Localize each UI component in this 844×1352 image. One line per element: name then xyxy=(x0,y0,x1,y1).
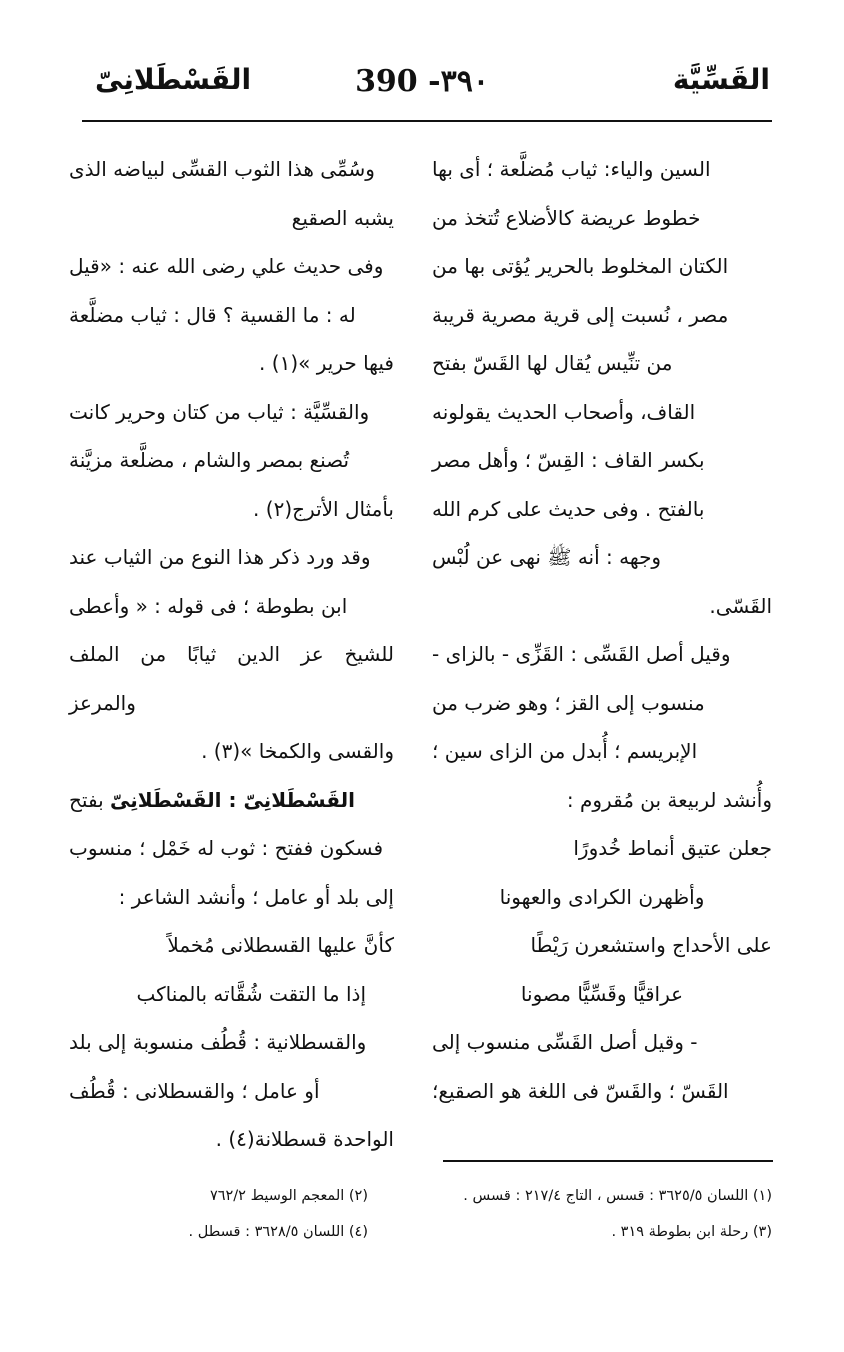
text-line: مصر ، نُسبت إلى قرية مصرية قريبة xyxy=(432,302,729,327)
right-column xyxy=(432,145,772,1115)
text-line: الواحدة قسطلانة(٤) . xyxy=(215,1127,394,1151)
footnote-2: (٢) المعجم الوسيط ٧٦٢/٢ xyxy=(209,1188,368,1204)
text-line: وقيل أصل القَسِّى : القَزِّى - بالزاى - xyxy=(432,642,731,666)
text-line: منسوب إلى القز ؛ وهو ضرب من xyxy=(432,690,705,715)
text-line: إلى بلد أو عامل ؛ وأنشد الشاعر : xyxy=(118,884,394,909)
text-line: له : ما القسية ؟ قال : ثياب مضلَّعة xyxy=(69,302,356,327)
text-line: والقسِّيَّة : ثياب من كتان وحرير كانت xyxy=(69,399,370,424)
text-line: وجهه : أنه ﷺ نهى عن لُبْس xyxy=(432,545,662,569)
text-line: ابن بطوطة ؛ فى قوله : « وأعطى xyxy=(69,593,348,618)
entry-keyword: القَسْطَلانِىّ : القَسْطَلانِىّ xyxy=(110,787,355,812)
verse-line: جعلن عتيق أنماط خُدورًا xyxy=(573,836,772,860)
text-line: وأُنشد لربيعة بن مُقروم : xyxy=(566,787,772,812)
text-line: يشبه الصقيع xyxy=(291,205,394,230)
header-rule xyxy=(82,120,772,122)
text-line: وفى حديث علي رضى الله عنه : «قيل xyxy=(69,254,384,278)
text-line: القَسّى. xyxy=(709,593,772,618)
verse-line: كأنَّ عليها القسطلانى مُخملاً xyxy=(167,933,394,957)
footnote-3: (٣) رحلة ابن بطوطة ٣١٩ . xyxy=(611,1224,772,1240)
text-line: وسُمِّى هذا الثوب القسِّى لبياضه الذى xyxy=(69,157,375,181)
verse-line: إذا ما التقت شُقَّاته بالمناكب xyxy=(136,981,366,1006)
text-line: بكسر القاف : القِسّ ؛ وأهل مصر xyxy=(432,448,705,472)
text-line: فسكون ففتح : ثوب له خَمْل ؛ منسوب xyxy=(69,836,384,860)
text-line: خطوط عريضة كالأضلاع تُتخذ من xyxy=(432,205,701,230)
footnote-rule xyxy=(443,1160,773,1162)
text-line: فيها حرير »(١) . xyxy=(259,351,394,375)
running-title-left: القَسْطَلانِىّ xyxy=(95,63,252,96)
text-line: والقسطلانية : قُطُف منسوبة إلى بلد xyxy=(69,1030,367,1054)
text-line: للشيخ عز الدين ثيابًا من الملف والمرعز xyxy=(69,642,394,715)
text-line: القَسّ ؛ والقَسّ فى اللغة هو الصقيع؛ xyxy=(432,1078,729,1103)
text-line: بأمثال الأترج(٢) . xyxy=(253,496,394,521)
verse-line: عراقيًّا وقَسِّيًّا مصونا xyxy=(520,981,684,1006)
text-line: الإبريسم ؛ أُبدل من الزاى سين ؛ xyxy=(432,739,698,763)
text-line: القاف، وأصحاب الحديث يقولونه xyxy=(432,399,696,424)
text-line: تُصنع بمصر والشام ، مضلَّعة مزيَّنة xyxy=(69,448,350,472)
entry-line xyxy=(69,776,394,825)
entry-continuation: بفتح xyxy=(69,787,104,812)
verse-line: وأظهرن الكرادى والعهونا xyxy=(499,884,705,909)
text-line: والقسى والكمخا »(٣) . xyxy=(201,739,394,763)
text-line: من تنِّيس يُقال لها القَسّ بفتح xyxy=(432,351,673,375)
text-line: بالفتح . وفى حديث على كرم الله xyxy=(432,496,705,521)
text-line: الكتان المخلوط بالحرير يُؤتى بها من xyxy=(432,254,729,278)
text-line: أو عامل ؛ والقسطلانى : قُطُف xyxy=(69,1078,320,1103)
page-number: 390 -٣٩٠ xyxy=(355,64,489,99)
text-line: - وقيل أصل القَسِّى منسوب إلى xyxy=(432,1030,698,1054)
footnote-1: (١) اللسان ٣٦٢٥/٥ : قسس ، التاج ٢١٧/٤ : قسس . xyxy=(463,1188,772,1204)
running-title-right: القَسِّيَّة xyxy=(672,63,770,96)
footnote-4: (٤) اللسان ٣٦٢٨/٥ : قسطل . xyxy=(188,1224,368,1240)
text-line: وقد ورد ذكر هذا النوع من الثياب عند xyxy=(69,545,371,569)
text-line: السين والياء: ثياب مُضلَّعة ؛ أى بها xyxy=(432,157,711,181)
left-column xyxy=(69,145,394,1164)
verse-line: على الأحداج واستشعرن رَيْطًا xyxy=(530,933,772,957)
